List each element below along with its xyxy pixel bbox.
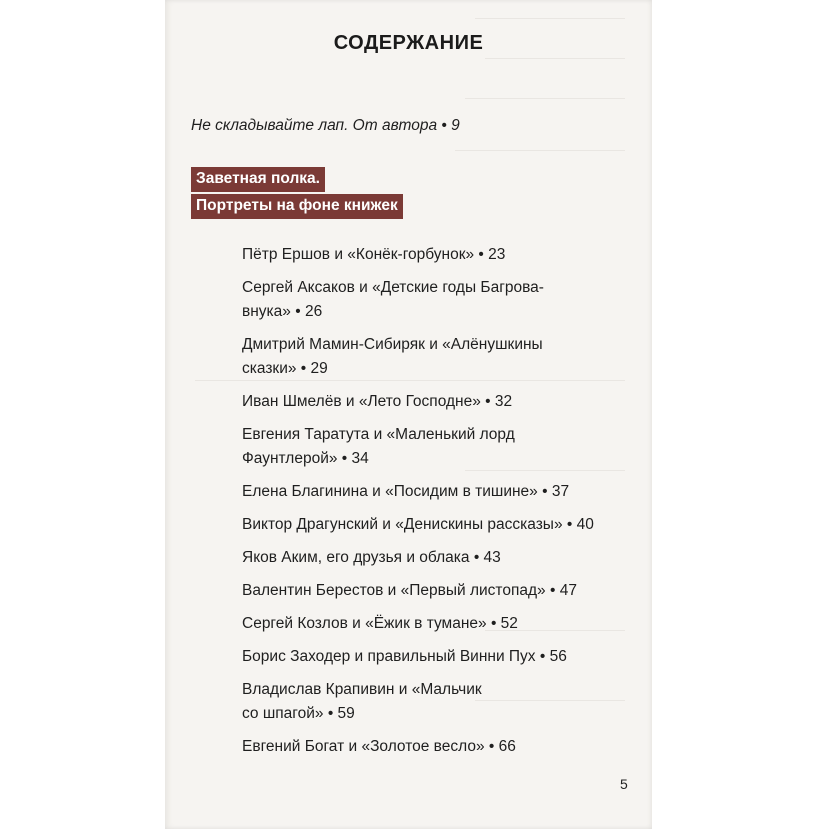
section-heading xyxy=(191,167,403,221)
toc-entry-line: Иван Шмелёв и «Лето Господне» • 32 xyxy=(242,393,513,410)
toc-entry xyxy=(242,579,632,603)
toc-entry xyxy=(242,513,632,537)
toc-entry-line: Дмитрий Мамин-Сибиряк и «Алёнушкины xyxy=(242,336,543,353)
toc-entry-line: внука» • 26 xyxy=(242,303,323,320)
toc-title: СОДЕРЖАНИЕ xyxy=(333,32,484,54)
toc-entry-line: Фаунтлерой» • 34 xyxy=(242,450,369,467)
toc-entry-line: Елена Благинина и «Посидим в тишине» • 37 xyxy=(242,483,570,500)
toc-entry-line: Пётр Ершов и «Конёк-горбунок» • 23 xyxy=(242,246,506,263)
toc-entry xyxy=(242,243,632,267)
toc-entry xyxy=(242,546,632,570)
preface-entry: Не складывайте лап. От автора • 9 xyxy=(191,117,460,134)
toc-entry xyxy=(242,612,632,636)
toc-entries xyxy=(242,243,632,768)
section-heading-line-2: Портреты на фоне книжек xyxy=(191,194,403,219)
toc-entry xyxy=(242,678,632,726)
toc-entry xyxy=(242,735,632,759)
toc-entry-line: Сергей Козлов и «Ёжик в тумане» • 52 xyxy=(242,615,518,632)
toc-entry-line: со шпагой» • 59 xyxy=(242,705,355,722)
toc-entry xyxy=(242,423,632,471)
toc-entry-line: Евгения Таратута и «Маленький лорд xyxy=(242,426,515,443)
toc-entry-line: Виктор Драгунский и «Денискины рассказы» • 40 xyxy=(242,516,594,533)
toc-entry xyxy=(242,333,632,381)
section-heading-line-1: Заветная полка. xyxy=(191,167,325,192)
page-number: 5 xyxy=(620,776,628,792)
toc-entry-line: сказки» • 29 xyxy=(242,360,328,377)
toc-entry xyxy=(242,276,632,324)
toc-entry xyxy=(242,480,632,504)
toc-entry xyxy=(242,390,632,414)
book-page xyxy=(165,0,652,829)
toc-entry xyxy=(242,645,632,669)
toc-entry-line: Владислав Крапивин и «Мальчик xyxy=(242,681,482,698)
toc-entry-line: Яков Аким, его друзья и облака • 43 xyxy=(242,549,501,566)
toc-entry-line: Евгений Богат и «Золотое весло» • 66 xyxy=(242,738,516,755)
toc-entry-line: Сергей Аксаков и «Детские годы Багрова- xyxy=(242,279,544,296)
toc-entry-line: Борис Заходер и правильный Винни Пух • 56 xyxy=(242,648,567,665)
toc-entry-line: Валентин Берестов и «Первый листопад» • 47 xyxy=(242,582,577,599)
